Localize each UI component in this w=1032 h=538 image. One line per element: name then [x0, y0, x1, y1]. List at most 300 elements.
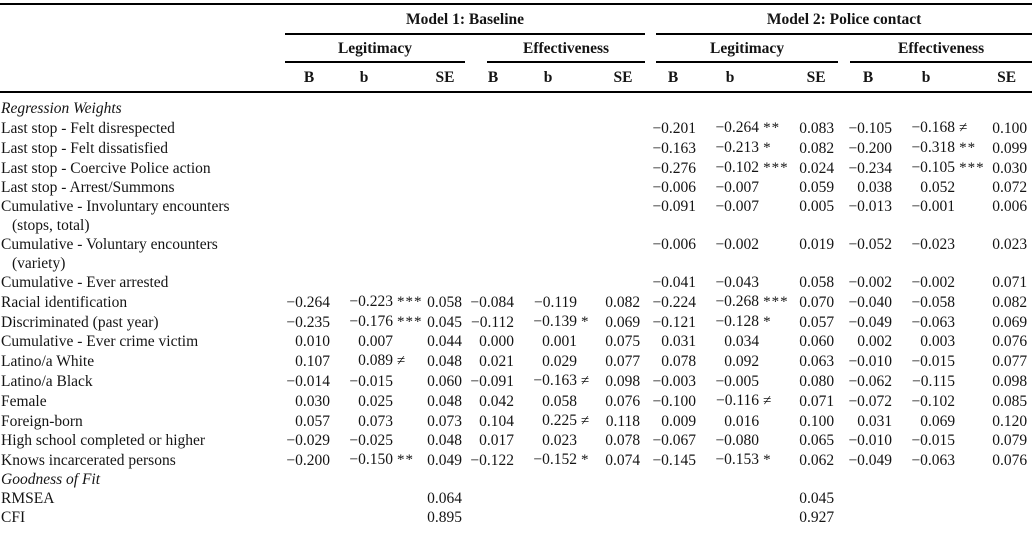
cell-SE: 0.049: [427, 452, 462, 469]
cell-b: [701, 292, 793, 312]
cell-b: [897, 158, 985, 178]
table-row: [0, 273, 1032, 292]
b-value: 0.023: [542, 432, 577, 449]
table-row: [0, 450, 1032, 470]
cell-b: [701, 158, 793, 178]
cell-SE: 0.048: [427, 393, 462, 410]
cell-b: [335, 332, 423, 351]
b-value: −0.153: [715, 451, 760, 468]
cell-SE: 0.030: [992, 160, 1028, 177]
b-value: 0.069: [920, 413, 956, 430]
stat-header-b: b: [519, 63, 601, 92]
cell-B: −0.091: [652, 198, 697, 215]
b-value: 0.016: [724, 413, 760, 430]
cell-B: −0.049: [848, 452, 893, 469]
b-value-wrap: [335, 392, 423, 411]
cell-b: [335, 431, 423, 450]
b-value: −0.063: [911, 314, 956, 331]
cell-B: −0.276: [652, 160, 697, 177]
body-bottom-spacer: [0, 527, 1032, 538]
b-value: −0.043: [715, 274, 760, 291]
cell-SE: 0.062: [799, 452, 835, 469]
cell-b: [897, 411, 981, 431]
b-value: −0.264: [715, 119, 760, 136]
cell-B: [283, 273, 335, 292]
significance-marker: ***: [397, 294, 423, 310]
cell-SE: 0.073: [427, 413, 462, 430]
cell-b: [897, 178, 981, 197]
table-row: [0, 332, 1032, 351]
cell-b: [897, 216, 981, 235]
cell-b: [897, 292, 981, 312]
cell-SE: 0.058: [799, 274, 835, 291]
spacer-cell: [0, 92, 1032, 99]
cell-b: [335, 292, 423, 312]
row-label: Knows incarcerated persons: [1, 452, 176, 469]
b-value-wrap: [701, 118, 793, 138]
cell-B: −0.200: [848, 140, 893, 157]
stat-header-B: B: [645, 63, 701, 92]
cell-b: [701, 489, 793, 508]
cell-B: −0.002: [848, 274, 893, 291]
cell-b: [519, 450, 601, 470]
cell-SE: [601, 235, 645, 254]
cell-b: [897, 118, 981, 138]
cell-B: [839, 99, 897, 118]
cell-b: [897, 508, 981, 527]
model1-header-cell: [283, 4, 645, 35]
cell-b: [701, 216, 793, 235]
b-value-wrap: [701, 292, 793, 312]
b-value: −0.015: [911, 432, 956, 449]
cell-b: [519, 254, 601, 273]
cell-SE: 0.071: [992, 274, 1028, 291]
b-value-wrap: [335, 372, 423, 391]
b-value: −0.080: [715, 432, 760, 449]
cell-b: [519, 351, 601, 371]
b-value-wrap: [519, 352, 601, 371]
cell-b: [897, 254, 981, 273]
cell-B: −0.200: [286, 452, 330, 469]
cell-B: −0.201: [652, 120, 697, 137]
significance-marker: **: [397, 452, 414, 468]
b-value: 0.073: [358, 413, 393, 430]
cell-B: 0.010: [295, 333, 330, 350]
cell-SE: 0.023: [992, 236, 1028, 253]
b-value-wrap: [701, 312, 793, 332]
cell-B: −0.049: [848, 314, 893, 331]
cell-B: −0.010: [848, 432, 893, 449]
b-value-wrap: [519, 431, 601, 450]
cell-B: −0.121: [652, 314, 697, 331]
cell-B: 0.002: [857, 333, 893, 350]
cell-B: −0.235: [286, 314, 330, 331]
significance-marker: *: [581, 314, 590, 330]
table-row: [0, 351, 1032, 371]
cell-B: [645, 254, 701, 273]
cell-B: [283, 99, 335, 118]
cell-B: [283, 508, 335, 527]
table-row: [0, 489, 1032, 508]
row-label: (stops, total): [12, 217, 90, 234]
cell-B: −0.010: [848, 353, 893, 370]
cell-SE: [423, 235, 467, 254]
row-label: Cumulative - Ever crime victim: [1, 333, 199, 350]
cell-B: −0.264: [286, 294, 330, 311]
b-value: 0.003: [920, 333, 956, 350]
b-value-wrap: [335, 351, 423, 371]
b-value: −0.223: [349, 293, 393, 310]
cell-b: [701, 99, 793, 118]
cell-b: [701, 273, 793, 292]
cell-b: [701, 391, 793, 411]
cell-B: [283, 197, 335, 216]
b-value: −0.105: [911, 159, 956, 176]
stat-header-b: b: [335, 63, 423, 92]
cell-SE: 0.057: [799, 314, 835, 331]
cell-SE: [601, 216, 645, 235]
stat-header-B: B: [839, 63, 897, 92]
cell-SE: 0.082: [605, 294, 641, 311]
stat-header-SE: SE: [601, 63, 645, 92]
b-value: −0.015: [349, 373, 393, 390]
cell-B: 0.021: [479, 353, 514, 370]
cell-B: [467, 470, 519, 489]
cell-b: [897, 235, 981, 254]
row-label: Female: [1, 393, 47, 410]
cell-b: [897, 332, 981, 351]
cell-B: 0.009: [661, 413, 697, 430]
cell-b: [897, 489, 981, 508]
cell-b: [519, 235, 601, 254]
stat-header-SE: SE: [981, 63, 1032, 92]
b-value-wrap: [701, 412, 793, 431]
b-value-wrap: [897, 352, 981, 371]
cell-SE: 0.085: [992, 393, 1028, 410]
cell-SE: [423, 118, 467, 138]
table-body: [0, 92, 1032, 538]
m1-legitimacy-cell: [283, 35, 467, 63]
cell-SE: 0.927: [799, 509, 835, 526]
cell-SE: 0.100: [992, 120, 1028, 137]
cell-b: [335, 235, 423, 254]
b-value-wrap: [519, 293, 601, 312]
cell-SE: [981, 489, 1032, 508]
cell-B: [645, 216, 701, 235]
b-value: 0.225: [542, 412, 577, 429]
cell-b: [519, 158, 601, 178]
cell-SE: 0.060: [427, 373, 462, 390]
row-label: Discriminated (past year): [1, 314, 159, 331]
cell-SE: 0.071: [799, 393, 835, 410]
cell-B: [283, 158, 335, 178]
b-value-wrap: [701, 235, 793, 254]
cell-b: [519, 178, 601, 197]
cell-b: [701, 431, 793, 450]
cell-B: [283, 216, 335, 235]
cell-b: [897, 450, 981, 470]
cell-b: [701, 351, 793, 371]
b-value-wrap: [335, 332, 423, 351]
b-value-wrap: [897, 118, 981, 138]
cell-SE: [423, 197, 467, 216]
cell-SE: 0.077: [605, 353, 641, 370]
cell-B: [467, 99, 519, 118]
cell-b: [519, 332, 601, 351]
cell-B: [645, 99, 701, 118]
cell-B: −0.084: [470, 294, 514, 311]
cell-B: [645, 508, 701, 527]
cell-SE: 0.069: [605, 314, 641, 331]
cell-SE: [793, 216, 839, 235]
cell-B: −0.091: [470, 373, 514, 390]
b-value-wrap: [897, 235, 981, 254]
cell-SE: 0.082: [992, 294, 1028, 311]
cell-b: [701, 411, 793, 431]
cell-SE: [601, 197, 645, 216]
cell-SE: 0.019: [799, 236, 835, 253]
b-value-wrap: [701, 332, 793, 351]
cell-B: −0.100: [652, 393, 697, 410]
cell-B: −0.122: [470, 452, 514, 469]
cell-b: [519, 312, 601, 332]
significance-marker: ≠: [763, 393, 773, 409]
b-value: −0.023: [911, 236, 956, 253]
b-value-wrap: [897, 293, 981, 312]
cell-B: −0.006: [652, 179, 697, 196]
cell-SE: [793, 254, 839, 273]
row-label: Racial identification: [1, 294, 128, 311]
b-value-wrap: [519, 411, 601, 431]
b-value-wrap: [701, 352, 793, 371]
b-value: −0.001: [911, 198, 956, 215]
cell-b: [701, 197, 793, 216]
row-label: Last stop - Felt disrespected: [1, 120, 175, 137]
b-value: −0.025: [349, 432, 393, 449]
measure-header-row: [0, 35, 1032, 63]
cell-b: [519, 431, 601, 450]
significance-marker: ≠: [581, 413, 591, 429]
cell-B: −0.105: [848, 120, 893, 137]
cell-B: [839, 254, 897, 273]
b-value: −0.102: [715, 159, 760, 176]
cell-SE: 0.044: [427, 333, 462, 350]
row-label: RMSEA: [1, 490, 55, 507]
cell-SE: 0.076: [605, 393, 641, 410]
row-label: Last stop - Coercive Police action: [1, 160, 211, 177]
b-value-wrap: [701, 391, 793, 411]
cell-b: [335, 158, 423, 178]
cell-SE: 0.074: [605, 452, 641, 469]
b-value-wrap: [701, 273, 793, 292]
cell-SE: [601, 254, 645, 273]
b-value-wrap: [897, 431, 981, 450]
cell-SE: 0.120: [992, 413, 1028, 430]
cell-b: [519, 118, 601, 138]
row-label: Last stop - Arrest/Summons: [1, 179, 175, 196]
b-value-wrap: [701, 158, 793, 178]
cell-b: [897, 197, 981, 216]
b-value-wrap: [335, 292, 423, 312]
cell-B: [467, 273, 519, 292]
cell-SE: [423, 273, 467, 292]
cell-b: [519, 273, 601, 292]
cell-B: [467, 216, 519, 235]
cell-b: [519, 411, 601, 431]
cell-SE: 0.083: [799, 120, 835, 137]
cell-SE: 0.070: [799, 294, 835, 311]
cell-b: [701, 178, 793, 197]
b-value-wrap: [897, 158, 985, 178]
cell-b: [519, 508, 601, 527]
significance-marker: ***: [959, 160, 985, 176]
cell-b: [897, 371, 981, 391]
cell-b: [519, 138, 601, 158]
table-row: [0, 371, 1032, 391]
b-value-wrap: [897, 332, 981, 351]
cell-b: [519, 216, 601, 235]
cell-b: [335, 351, 423, 371]
cell-b: [335, 138, 423, 158]
cell-SE: [601, 158, 645, 178]
row-label: Cumulative - Voluntary encounters: [1, 236, 218, 253]
cell-b: [519, 99, 601, 118]
cell-SE: 0.072: [992, 179, 1028, 196]
cell-SE: 0.045: [427, 314, 462, 331]
table-row: [0, 158, 1032, 178]
cell-SE: 0.048: [427, 432, 462, 449]
spacer-cell: [0, 527, 1032, 538]
cell-SE: [601, 138, 645, 158]
cell-SE: [423, 254, 467, 273]
cell-b: [701, 450, 793, 470]
b-value: −0.015: [911, 353, 956, 370]
b-value: −0.007: [715, 198, 760, 215]
cell-B: 0.030: [295, 393, 330, 410]
row-label: Goodness of Fit: [1, 471, 101, 488]
cell-B: −0.013: [848, 198, 893, 215]
cell-B: [283, 470, 335, 489]
significance-marker: ≠: [959, 120, 969, 136]
table-row: [0, 216, 1032, 235]
b-value: −0.213: [715, 139, 760, 156]
b-value: 0.007: [358, 333, 393, 350]
b-value: 0.029: [542, 353, 577, 370]
cell-b: [701, 118, 793, 138]
row-label: Latino/a Black: [1, 373, 93, 390]
cell-SE: [981, 99, 1032, 118]
cell-b: [335, 273, 423, 292]
significance-marker: **: [959, 140, 977, 156]
cell-b: [897, 470, 981, 489]
cell-b: [335, 411, 423, 431]
b-value-wrap: [897, 197, 981, 216]
cell-B: [283, 235, 335, 254]
table-row: [0, 391, 1032, 411]
significance-marker: ***: [397, 314, 423, 330]
significance-marker: ***: [763, 160, 789, 176]
cell-SE: [601, 508, 645, 527]
cell-SE: 0.065: [799, 432, 835, 449]
m2-legitimacy-cell: [645, 35, 839, 63]
significance-marker: **: [763, 120, 781, 136]
cell-b: [897, 99, 981, 118]
cell-SE: [981, 470, 1032, 489]
cell-b: [701, 254, 793, 273]
row-label: (variety): [12, 255, 66, 272]
cell-SE: [423, 216, 467, 235]
cell-B: [645, 470, 701, 489]
b-value-wrap: [701, 138, 793, 158]
cell-B: [839, 508, 897, 527]
cell-B: −0.052: [848, 236, 893, 253]
b-value: −0.150: [349, 451, 393, 468]
cell-B: [283, 118, 335, 138]
cell-B: −0.014: [286, 373, 330, 390]
b-value-wrap: [701, 197, 793, 216]
cell-b: [519, 470, 601, 489]
model2-header: Model 2: Police contact: [656, 5, 1032, 35]
table-row: [0, 411, 1032, 431]
row-label: Regression Weights: [1, 100, 122, 117]
table-row: [0, 431, 1032, 450]
cell-SE: 0.099: [992, 140, 1028, 157]
significance-marker: *: [763, 452, 772, 468]
cell-b: [335, 371, 423, 391]
cell-SE: 0.064: [427, 490, 462, 507]
cell-SE: [601, 118, 645, 138]
table-row: [0, 312, 1032, 332]
cell-b: [701, 508, 793, 527]
b-value-wrap: [519, 371, 601, 391]
cell-B: −0.072: [848, 393, 893, 410]
cell-SE: [981, 216, 1032, 235]
row-label: High school completed or higher: [1, 432, 206, 449]
b-value: −0.005: [715, 373, 760, 390]
b-value-wrap: [519, 332, 601, 351]
b-value-wrap: [897, 372, 981, 391]
cell-b: [335, 391, 423, 411]
cell-B: [467, 489, 519, 508]
b-value: 0.052: [920, 179, 956, 196]
cell-b: [701, 312, 793, 332]
model-header-row: [0, 4, 1032, 35]
body-top-spacer: [0, 92, 1032, 99]
cell-b: [335, 508, 423, 527]
b-value-wrap: [897, 313, 981, 332]
cell-b: [519, 197, 601, 216]
cell-B: [839, 470, 897, 489]
cell-B: −0.224: [652, 294, 697, 311]
cell-B: [645, 489, 701, 508]
significance-marker: *: [763, 314, 772, 330]
cell-B: [467, 158, 519, 178]
stat-header-row: [0, 63, 1032, 92]
cell-B: 0.107: [295, 353, 330, 370]
model1-header: Model 1: Baseline: [285, 5, 645, 35]
table-row: [0, 235, 1032, 254]
m2-effectiveness-header: Effectiveness: [850, 35, 1032, 63]
cell-b: [335, 99, 423, 118]
significance-marker: ***: [763, 294, 789, 310]
cell-SE: 0.045: [799, 490, 835, 507]
b-value: −0.116: [716, 392, 760, 409]
table-row: [0, 197, 1032, 216]
cell-B: [467, 197, 519, 216]
b-value: −0.119: [533, 294, 577, 311]
cell-B: −0.041: [652, 274, 697, 291]
cell-b: [897, 431, 981, 450]
